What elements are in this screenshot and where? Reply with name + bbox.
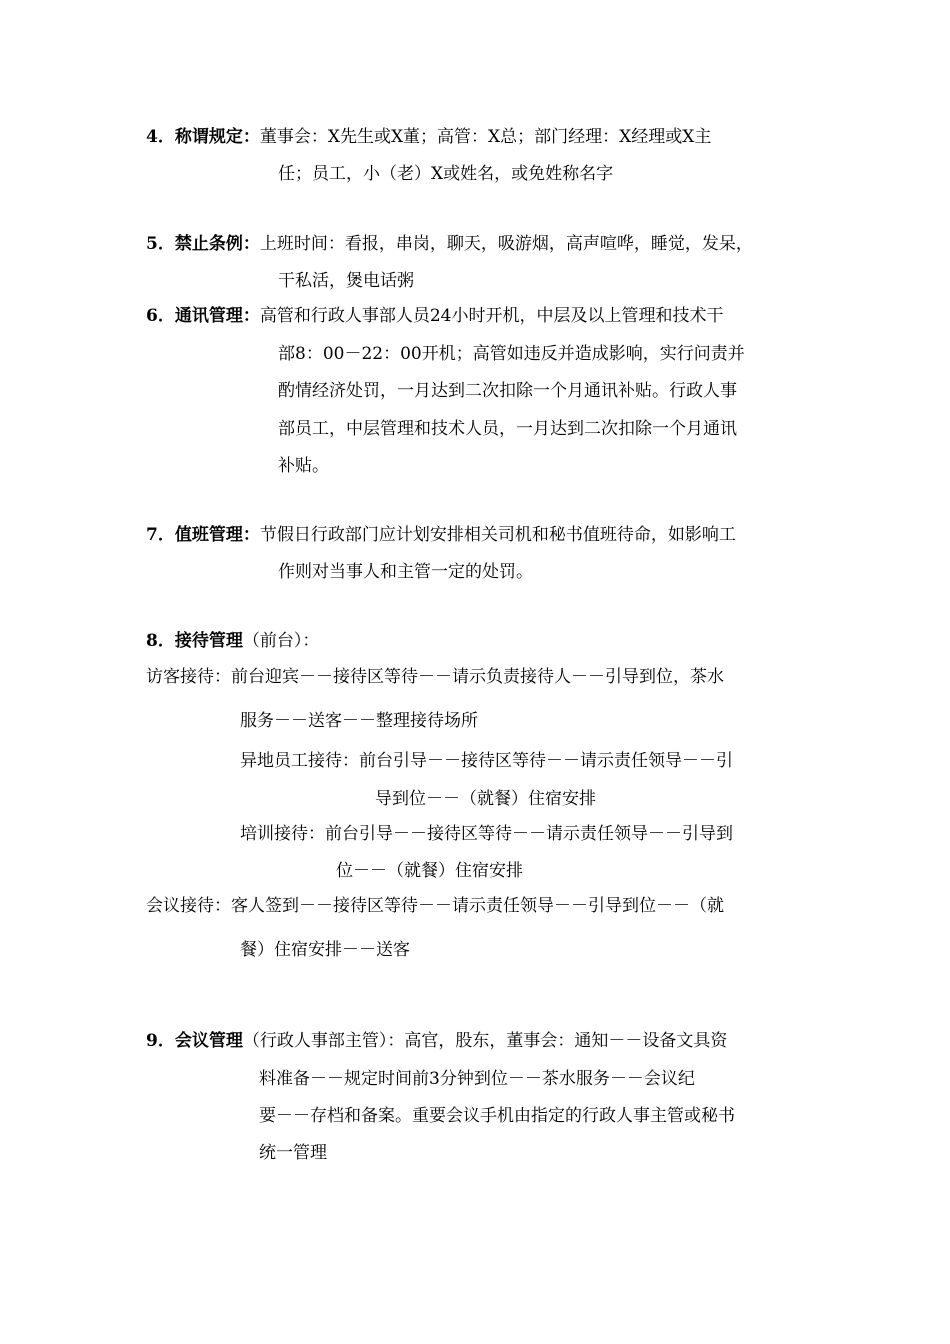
- visitor-reception-text-2: 服务－－送客－－整理接待场所: [240, 711, 478, 731]
- meeting-reception-text-2: 餐）住宿安排－－送客: [240, 940, 410, 960]
- section-9-line-1: [146, 1030, 727, 1052]
- section-5-text-2: 干私活，煲电话粥: [278, 271, 414, 291]
- section-9-heading: 9．会议管理: [146, 1031, 243, 1051]
- section-8-heading: 8．接待管理: [146, 631, 243, 651]
- section-9-text-3: 要－－存档和备案。重要会议手机由指定的行政人事主管或秘书: [259, 1106, 735, 1126]
- section-6-line-1: [146, 305, 723, 327]
- section-7-heading: 7．值班管理：: [146, 525, 260, 545]
- remote-staff-reception-text-1: 异地员工接待：前台引导－－接待区等待－－请示责任领导－－引: [240, 751, 733, 771]
- section-5-line-1: [146, 233, 753, 255]
- section-9-text-1: （行政人事部主管）：高官，股东，董事会：通知－－设备文具资: [242, 1031, 728, 1051]
- training-reception-text-1: 培训接待：前台引导－－接待区等待－－请示责任领导－－引导到: [240, 824, 733, 844]
- section-7-text-1: 节假日行政部门应计划安排相关司机和秘书值班待命，如影响工: [259, 525, 736, 545]
- section-6-text-3: 酌情经济处罚，一月达到二次扣除一个月通讯补贴。行政人事: [278, 381, 737, 401]
- section-4-text-1: 董事会：X先生或X董；高管：X总；部门经理：X经理或X主: [259, 127, 712, 147]
- meeting-reception-text-1: 会议接待：客人签到－－接待区等待－－请示责任领导－－引导到位－－（就: [146, 896, 724, 916]
- remote-staff-reception-text-2: 导到位－－（就餐）住宿安排: [375, 789, 596, 809]
- section-8-heading-suffix: （前台）：: [242, 631, 320, 651]
- training-reception-text-2: 位－－（就餐）住宿安排: [336, 861, 523, 881]
- section-4-text-2: 任；员工，小（老）X或姓名，或免姓称名字: [278, 164, 614, 184]
- section-5-text-1: 上班时间：看报，串岗，聊天，吸游烟，高声喧哗，睡觉，发呆，: [259, 234, 753, 254]
- visitor-reception-text-1: 访客接待：前台迎宾－－接待区等待－－请示负责接待人－－引导到位，茶水: [146, 667, 724, 687]
- section-4-heading: 4．称谓规定：: [146, 127, 260, 147]
- section-6-text-4: 部员工，中层管理和技术人员，一月达到二次扣除一个月通讯: [278, 419, 737, 439]
- section-4-line-1: [146, 126, 711, 148]
- section-9-text-4: 统一管理: [259, 1143, 327, 1163]
- section-6-heading: 6．通讯管理：: [146, 306, 260, 326]
- section-6-text-1: 高管和行政人事部人员24小时开机，中层及以上管理和技术干: [259, 306, 724, 326]
- section-6-text-5: 补贴。: [278, 456, 329, 476]
- section-6-text-2: 部8：00－22：00开机；高管如违反并造成影响，实行问责并: [278, 344, 745, 364]
- section-7-line-1: [146, 524, 736, 546]
- section-5-heading: 5．禁止条例：: [146, 234, 260, 254]
- section-9-text-2: 料准备－－规定时间前3分钟到位－－茶水服务－－会议纪: [259, 1069, 695, 1089]
- section-8-heading-line: [146, 630, 319, 652]
- section-7-text-2: 作则对当事人和主管一定的处罚。: [278, 562, 533, 582]
